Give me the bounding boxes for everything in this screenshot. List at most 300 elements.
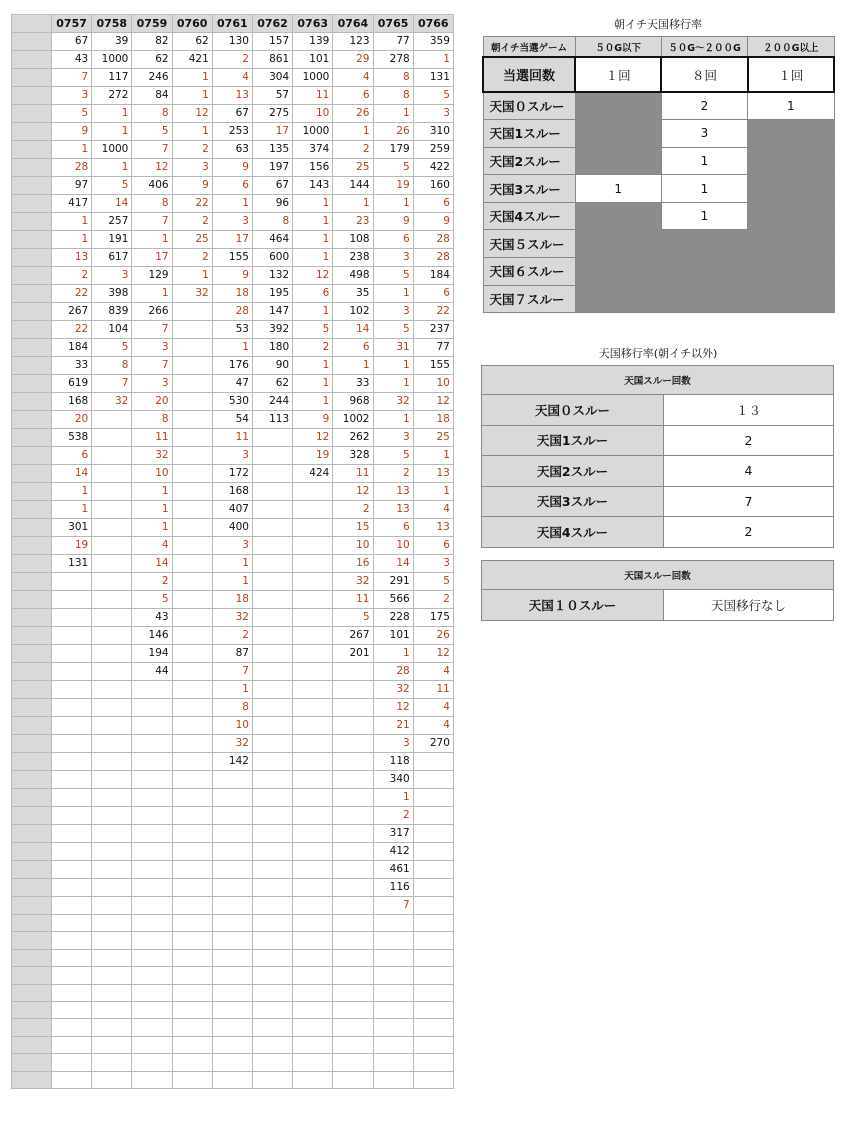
table-row xyxy=(12,33,454,51)
table-cell xyxy=(172,447,212,465)
table-cell xyxy=(172,375,212,393)
na-cell xyxy=(748,285,834,313)
table-cell xyxy=(333,735,373,753)
table-cell: 301 xyxy=(52,519,92,537)
table-cell xyxy=(52,843,92,861)
table-cell xyxy=(212,861,252,879)
table-cell: 2 xyxy=(293,339,333,357)
table-row xyxy=(12,483,454,501)
rate-cell: 1 xyxy=(575,175,661,203)
table-cell xyxy=(413,949,453,966)
table-cell: 131 xyxy=(413,69,453,87)
table-cell xyxy=(172,861,212,879)
table-cell: 5 xyxy=(373,321,413,339)
table-cell: 195 xyxy=(252,285,292,303)
table-cell xyxy=(92,681,132,699)
table-cell xyxy=(172,1054,212,1071)
table-cell xyxy=(52,591,92,609)
table-cell xyxy=(333,861,373,879)
table-row xyxy=(12,1054,454,1071)
table-cell xyxy=(52,825,92,843)
table-cell: 1 xyxy=(52,483,92,501)
table-cell xyxy=(52,789,92,807)
table-cell: 3 xyxy=(172,159,212,177)
table-cell xyxy=(293,573,333,591)
table-cell xyxy=(172,949,212,966)
table-cell: 10 xyxy=(373,537,413,555)
hit-count-row xyxy=(483,57,834,92)
table-row xyxy=(12,375,454,393)
data-table xyxy=(11,14,454,1089)
table-cell: 62 xyxy=(252,375,292,393)
table-row xyxy=(12,447,454,465)
na-cell xyxy=(748,147,834,175)
table-cell: 12 xyxy=(293,429,333,447)
table-cell xyxy=(92,519,132,537)
table-cell: 566 xyxy=(373,591,413,609)
table-cell xyxy=(373,1036,413,1053)
table-cell xyxy=(413,1054,453,1071)
row-index-cell xyxy=(12,1054,52,1071)
table-cell xyxy=(293,627,333,645)
table-cell: 19 xyxy=(373,177,413,195)
table-cell: 244 xyxy=(252,393,292,411)
table-cell xyxy=(252,967,292,984)
table-cell xyxy=(172,825,212,843)
table-cell: 1 xyxy=(293,357,333,375)
row-label: 天国3スルー xyxy=(483,175,575,203)
table-cell: 1 xyxy=(172,123,212,141)
table-row xyxy=(12,699,454,717)
table-cell: 1 xyxy=(212,573,252,591)
table-cell: 6 xyxy=(373,519,413,537)
table-cell: 6 xyxy=(212,177,252,195)
table-cell: 12 xyxy=(293,267,333,285)
table-cell: 10 xyxy=(333,537,373,555)
row-index-cell xyxy=(12,303,52,321)
table-cell: 262 xyxy=(333,429,373,447)
table-cell: 4 xyxy=(132,537,172,555)
table-cell: 1 xyxy=(373,285,413,303)
table-cell xyxy=(172,717,212,735)
table-cell xyxy=(293,1019,333,1036)
table-cell: 180 xyxy=(252,339,292,357)
table-row xyxy=(12,1001,454,1018)
table-cell: 135 xyxy=(252,141,292,159)
row-index-cell xyxy=(12,861,52,879)
table-cell: 32 xyxy=(212,609,252,627)
table-cell: 31 xyxy=(373,339,413,357)
table-cell: 2 xyxy=(373,807,413,825)
table-cell xyxy=(212,984,252,1001)
table-cell xyxy=(132,681,172,699)
row-label: 天国７スルー xyxy=(483,285,575,313)
table-cell xyxy=(52,699,92,717)
table-cell: 228 xyxy=(373,609,413,627)
row-label: 天国3スルー xyxy=(482,486,664,517)
table-cell xyxy=(92,627,132,645)
table-cell: 22 xyxy=(52,285,92,303)
table-cell: 8 xyxy=(132,195,172,213)
table-cell: 96 xyxy=(252,195,292,213)
table-cell xyxy=(92,1019,132,1036)
table-cell xyxy=(293,537,333,555)
table-cell xyxy=(132,753,172,771)
table-row xyxy=(12,105,454,123)
na-cell xyxy=(575,120,661,148)
table-cell: 3 xyxy=(52,87,92,105)
table-cell: 13 xyxy=(413,465,453,483)
table-cell: 9 xyxy=(52,123,92,141)
table-cell xyxy=(132,843,172,861)
table-cell: 47 xyxy=(212,375,252,393)
row-index-cell xyxy=(12,411,52,429)
table-cell xyxy=(252,1036,292,1053)
rate-table-body xyxy=(483,57,834,313)
table-cell: 400 xyxy=(212,519,252,537)
table-cell: 1 xyxy=(333,357,373,375)
table-row xyxy=(12,303,454,321)
table-cell: 155 xyxy=(212,249,252,267)
table-row xyxy=(12,555,454,573)
table-cell xyxy=(92,411,132,429)
transfer-header-cell: 天国スルー回数 xyxy=(482,366,834,395)
table-cell xyxy=(413,753,453,771)
row-index-cell xyxy=(12,1071,52,1088)
table-cell: 1 xyxy=(132,285,172,303)
transfer-table-body xyxy=(482,395,834,548)
table-row xyxy=(12,879,454,897)
row-index-cell xyxy=(12,645,52,663)
row-index-cell xyxy=(12,231,52,249)
table-row xyxy=(12,681,454,699)
table-cell: 32 xyxy=(373,393,413,411)
table-cell: 1 xyxy=(293,249,333,267)
table-cell xyxy=(92,915,132,932)
table-cell xyxy=(172,573,212,591)
table-cell xyxy=(132,897,172,915)
table-cell xyxy=(293,861,333,879)
table-cell: 1 xyxy=(172,267,212,285)
na-cell xyxy=(748,202,834,230)
table-cell xyxy=(413,771,453,789)
table-cell: 3 xyxy=(373,735,413,753)
table-cell xyxy=(252,591,292,609)
table-cell: 237 xyxy=(413,321,453,339)
table-cell xyxy=(252,663,292,681)
table-cell xyxy=(373,1001,413,1018)
table-cell: 67 xyxy=(212,105,252,123)
table-cell: 1 xyxy=(413,51,453,69)
na-cell xyxy=(748,175,834,203)
table-row xyxy=(12,609,454,627)
table-cell: 5 xyxy=(413,573,453,591)
table-row xyxy=(12,501,454,519)
table-cell: 1 xyxy=(172,87,212,105)
column-header: 0766 xyxy=(413,15,453,33)
table-cell xyxy=(212,1071,252,1088)
table-cell: 5 xyxy=(373,267,413,285)
table-cell xyxy=(252,771,292,789)
table-cell: 6 xyxy=(333,339,373,357)
table-cell xyxy=(252,465,292,483)
table-row xyxy=(12,357,454,375)
table-cell xyxy=(333,699,373,717)
table-cell: 2 xyxy=(333,141,373,159)
table-cell: 197 xyxy=(252,159,292,177)
row-index-cell xyxy=(12,984,52,1001)
table-cell: 97 xyxy=(52,177,92,195)
table-cell: 12 xyxy=(413,393,453,411)
na-cell xyxy=(748,258,834,286)
table-row xyxy=(12,321,454,339)
table-cell xyxy=(92,967,132,984)
table-cell xyxy=(252,932,292,949)
table-cell: 1 xyxy=(373,375,413,393)
table-cell: 12 xyxy=(132,159,172,177)
table-row xyxy=(12,123,454,141)
table-cell: 291 xyxy=(373,573,413,591)
table-cell xyxy=(293,519,333,537)
table-cell xyxy=(373,967,413,984)
table-cell: 5 xyxy=(52,105,92,123)
table-cell: 5 xyxy=(333,609,373,627)
table-cell: 8 xyxy=(252,213,292,231)
table-cell: 11 xyxy=(293,87,333,105)
table-cell: 1 xyxy=(92,159,132,177)
table-cell xyxy=(172,807,212,825)
table-cell xyxy=(293,699,333,717)
table-cell: 84 xyxy=(132,87,172,105)
table-cell xyxy=(92,699,132,717)
table-cell: 12 xyxy=(333,483,373,501)
table-cell xyxy=(373,1054,413,1071)
table-cell: 538 xyxy=(52,429,92,447)
table-cell: 104 xyxy=(92,321,132,339)
table-cell xyxy=(132,717,172,735)
table-cell xyxy=(293,1001,333,1018)
row-label: 天国５スルー xyxy=(483,230,575,258)
rate-table-title: 朝イチ天国移行率 xyxy=(614,18,702,31)
table-cell xyxy=(132,1019,172,1036)
table-cell: 6 xyxy=(413,195,453,213)
row-index-cell xyxy=(12,771,52,789)
row-index-cell xyxy=(12,321,52,339)
table-cell: 117 xyxy=(92,69,132,87)
table-cell xyxy=(92,483,132,501)
table-cell xyxy=(92,879,132,897)
table-cell: 12 xyxy=(373,699,413,717)
table-cell xyxy=(333,717,373,735)
table-cell xyxy=(413,789,453,807)
table-cell: 272 xyxy=(92,87,132,105)
table-cell: 1 xyxy=(293,375,333,393)
table-cell: 1 xyxy=(212,555,252,573)
table-cell: 29 xyxy=(333,51,373,69)
table-cell: 20 xyxy=(52,411,92,429)
table-cell xyxy=(52,1071,92,1088)
table-cell: 1 xyxy=(132,501,172,519)
table-cell: 12 xyxy=(413,645,453,663)
table-cell: 7 xyxy=(52,69,92,87)
table-cell xyxy=(252,807,292,825)
table-cell xyxy=(413,879,453,897)
table-cell xyxy=(92,501,132,519)
row-index-cell xyxy=(12,735,52,753)
table-cell xyxy=(293,1071,333,1088)
table-cell xyxy=(92,1071,132,1088)
table-cell: 32 xyxy=(132,447,172,465)
table-cell xyxy=(212,843,252,861)
table-cell xyxy=(132,735,172,753)
column-header: 0759 xyxy=(132,15,172,33)
table-cell: 4 xyxy=(413,717,453,735)
row-label: 天国2スルー xyxy=(482,456,664,487)
table-row xyxy=(12,249,454,267)
table-cell xyxy=(252,717,292,735)
table-cell: 1 xyxy=(333,195,373,213)
table-cell: 1000 xyxy=(293,123,333,141)
table-cell: 3 xyxy=(413,555,453,573)
na-cell xyxy=(661,285,747,313)
table-cell xyxy=(212,897,252,915)
table-cell: 10 xyxy=(293,105,333,123)
row-index-cell xyxy=(12,789,52,807)
table-cell: 67 xyxy=(52,33,92,51)
table-cell: 33 xyxy=(333,375,373,393)
table-cell: 13 xyxy=(373,483,413,501)
table-cell: 6 xyxy=(413,537,453,555)
table-cell xyxy=(172,699,212,717)
table-cell xyxy=(413,897,453,915)
table-cell: 3 xyxy=(212,213,252,231)
table-cell xyxy=(413,861,453,879)
row-index-cell xyxy=(12,573,52,591)
rate-header-cell: ５０G以下 xyxy=(575,37,661,58)
table-cell: 464 xyxy=(252,231,292,249)
table-cell: 7 xyxy=(92,375,132,393)
table-cell xyxy=(92,429,132,447)
data-table-body xyxy=(12,33,454,1089)
value-cell: 2 xyxy=(664,517,834,548)
table-cell: 194 xyxy=(132,645,172,663)
table-cell xyxy=(172,465,212,483)
table-cell: 278 xyxy=(373,51,413,69)
table-cell xyxy=(293,1054,333,1071)
table-cell xyxy=(252,753,292,771)
table-cell xyxy=(172,483,212,501)
table-cell xyxy=(132,789,172,807)
table-cell: 7 xyxy=(132,321,172,339)
table-cell: 156 xyxy=(293,159,333,177)
table-cell: 23 xyxy=(333,213,373,231)
table-cell xyxy=(333,1071,373,1088)
table-cell xyxy=(172,357,212,375)
table-cell xyxy=(132,1001,172,1018)
table-cell: 1 xyxy=(333,123,373,141)
table-cell: 259 xyxy=(413,141,453,159)
na-cell xyxy=(575,258,661,286)
table-cell xyxy=(172,1071,212,1088)
table-cell xyxy=(413,915,453,932)
table-cell: 374 xyxy=(293,141,333,159)
table-cell xyxy=(333,663,373,681)
table-row xyxy=(12,843,454,861)
table-row xyxy=(12,807,454,825)
na-cell xyxy=(575,230,661,258)
table-cell: 44 xyxy=(132,663,172,681)
table-cell: 1 xyxy=(373,195,413,213)
table-cell: 407 xyxy=(212,501,252,519)
table-row xyxy=(12,159,454,177)
row-index-cell xyxy=(12,609,52,627)
table-cell: 11 xyxy=(413,681,453,699)
table-cell xyxy=(293,879,333,897)
table-cell: 123 xyxy=(333,33,373,51)
table-cell: 6 xyxy=(373,231,413,249)
table-cell: 155 xyxy=(413,357,453,375)
rate-cell: 3 xyxy=(661,120,747,148)
table-cell: 2 xyxy=(172,249,212,267)
row-index-cell xyxy=(12,123,52,141)
table-cell xyxy=(252,699,292,717)
table-cell: 157 xyxy=(252,33,292,51)
table-cell xyxy=(333,967,373,984)
hit-count-cell: ８回 xyxy=(661,57,747,92)
table-cell: 175 xyxy=(413,609,453,627)
table-cell: 14 xyxy=(373,555,413,573)
table-cell: 113 xyxy=(252,411,292,429)
rate-cell: 1 xyxy=(661,202,747,230)
table-cell: 9 xyxy=(293,411,333,429)
table-cell: 2 xyxy=(373,465,413,483)
table-row xyxy=(12,645,454,663)
table-cell: 191 xyxy=(92,231,132,249)
table-cell: 1 xyxy=(293,303,333,321)
table-cell xyxy=(212,771,252,789)
table-cell: 5 xyxy=(413,87,453,105)
rate-header-cell: 朝イチ当選ゲーム xyxy=(483,37,575,58)
table-cell: 359 xyxy=(413,33,453,51)
column-header: 0762 xyxy=(252,15,292,33)
table-cell xyxy=(172,843,212,861)
row-index-cell xyxy=(12,159,52,177)
table-cell: 270 xyxy=(413,735,453,753)
table-cell: 1 xyxy=(52,231,92,249)
table-cell xyxy=(252,573,292,591)
table-cell: 9 xyxy=(413,213,453,231)
ten-through-table xyxy=(481,560,834,621)
table-cell xyxy=(293,984,333,1001)
table-cell xyxy=(52,879,92,897)
rate-cell: 1 xyxy=(661,175,747,203)
table-cell: 17 xyxy=(132,249,172,267)
table-cell: 17 xyxy=(212,231,252,249)
table-cell: 5 xyxy=(373,159,413,177)
row-index-cell xyxy=(12,555,52,573)
table-cell xyxy=(132,984,172,1001)
table-cell: 25 xyxy=(172,231,212,249)
table-cell: 1 xyxy=(413,447,453,465)
rate-row xyxy=(483,285,834,313)
table-cell: 13 xyxy=(373,501,413,519)
table-cell: 146 xyxy=(132,627,172,645)
table-cell: 398 xyxy=(92,285,132,303)
table-cell xyxy=(52,609,92,627)
table-cell xyxy=(333,825,373,843)
table-cell xyxy=(293,717,333,735)
table-cell: 2 xyxy=(212,51,252,69)
